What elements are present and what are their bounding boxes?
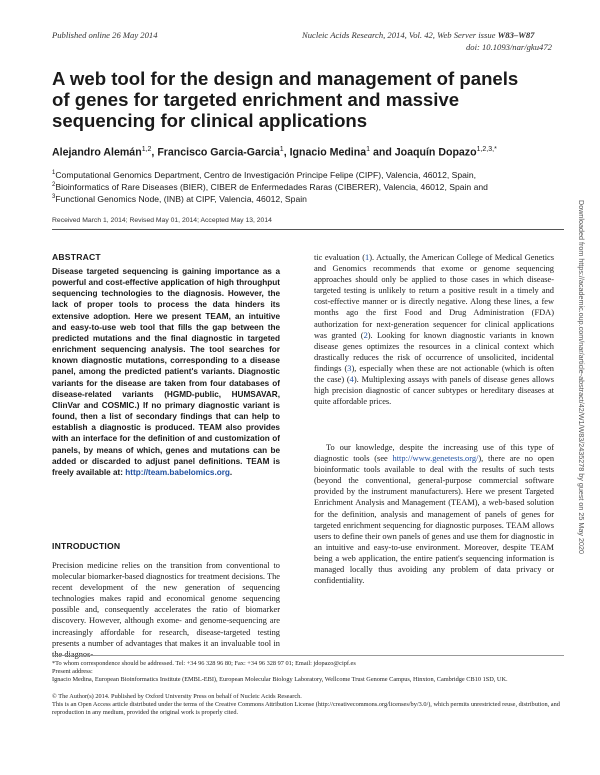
reference-link[interactable]: 3 (347, 363, 352, 373)
author-affiliation-marker: 1,2 (141, 146, 152, 153)
body-paragraph (314, 442, 554, 586)
download-watermark-text: Downloaded from https://academic.oup.com/nar/article-abstract/42/W1/W83/2435278 by guest on 25 May 2020 (577, 200, 586, 554)
paragraph-text: tic evaluation ( (314, 253, 366, 262)
author-name: Joaquín Dopazo (394, 146, 477, 159)
affiliation (52, 192, 562, 205)
reference-link[interactable]: 1 (365, 253, 370, 262)
affiliation (52, 168, 562, 181)
author-list (52, 143, 552, 160)
introduction-paragraph: Precision medicine relies on the transition from conventional to molecular biomarker-based diagnostics for treatment decisions. The recent development of the new generation of sequencing technologies makes rapid and economical genome sequencing possible and, consequently accelerates the ratio of biomarker discovery. However, although exome- and genome-sequencing are increasingly affordable for research, disease-targeted testing presents a number of advantages that makes it an invaluable tool in the diagnos- (52, 561, 280, 659)
journal-name: Nucleic Acids Research, 2014, Vol. 42, Web Server issue (302, 30, 496, 40)
team-url-link[interactable]: http://team.babelomics.org (125, 467, 230, 477)
affiliation-marker: 2 (52, 182, 56, 188)
abstract-body: Disease targeted sequencing is gaining importance as a powerful and cost-effective application of high throughput sequencing technologies to the diagnosis. However, the lack of proper tools to process the data hinders its extensive adoption. Here we present TEAM, an intuitive and easy-to-use web tool that fills the gap between the predicted mutations and the final diagnostic in targeted enrichment sequencing analysis. The tool searches for known diagnostic mutations, corresponding to a disease panel, among the predicted patient's variants. Diagnostic variants for the disease are taken from four databases of disease-related variants (HGMD-public, HUMSAVAR, ClinVar and COSMIC.) If no primary diagnostic variant is found, then a list of secondary findings that can help to establish a diagnostic is produced. TEAM also provides with an interface for the definition of and customization of panels, by means of which, genes and mutations can be added or discarded to adjust panel definitions. TEAM is freely available at: (52, 267, 280, 477)
journal-citation (302, 30, 534, 40)
article-title: A web tool for the design and management of panels of genes for targeted enrichment and massive sequencing for clinical applications (52, 68, 519, 131)
paragraph-text: ). Looking for known diagnostic variants in known disease genes optimizes the resources in a clinical context which drastically reduces the risk of occurrence of unsolicited, incidental findings ( (314, 330, 554, 373)
genetests-url-link[interactable]: http://www.genetests.org/ (392, 454, 479, 464)
paragraph-text: ), especially when these are not actionable (which is often the case) ( (314, 363, 554, 385)
present-address: Ignacio Medina, European Bioinformatics Institute (EMBL-EBI), European Molecular Biology Laboratory, Wellcome Trust Genome Campus, Hinxton, Cambridge CB10 1SD, UK. (52, 676, 508, 684)
page-range: W83–W87 (497, 30, 535, 40)
affiliation (52, 180, 562, 193)
present-address-label: Present address: (52, 668, 93, 676)
download-watermark (577, 200, 587, 600)
author-separator: , (151, 146, 158, 159)
paragraph-text: To our knowledge, despite the increasing use of this type of diagnostic tools (see (314, 443, 554, 464)
affiliation-marker: 1 (52, 170, 56, 176)
author-affiliation-marker: 1 (279, 146, 284, 153)
affiliation-text: Functional Genomics Node, (INB) at CIPF, Valencia, 46012, Spain (55, 193, 307, 204)
license-notice: This is an Open Access article distributed under the terms of the Creative Commons Attribution License (http://creativecommons.org/licenses/by/3.0/), which permits unrestricted reuse, distribution, and reproduction in any medium, provided the original work is properly cited. (52, 701, 560, 717)
footnote-spacer (52, 684, 564, 693)
paragraph-text: ). Actually, the American College of Medical Genetics and Genomics recommends that exome or genome sequencing approaches should only be applied to those cases in which disease-targeted testing is unlikely to return a positive result in a timely and cost-effective manner or is directly negative. Along these lines, a few months ago the first Food and Drug Administration (FDA) authorization for next-generation sequencer for clinical applications was granted ( (314, 253, 555, 340)
author-affiliation-marker: 1,2,3,* (476, 146, 497, 153)
received-dates: Received March 1, 2014; Revised May 01, 2014; Accepted May 13, 2014 (52, 217, 272, 224)
reference-link[interactable]: 4 (349, 375, 354, 385)
author-conjunction: and (370, 146, 395, 159)
author-affiliation-marker: 1 (366, 146, 371, 153)
copyright-notice: © The Author(s) 2014. Published by Oxford University Press on behalf of Nucleic Acids Research. (52, 693, 302, 701)
published-date: Published online 26 May 2014 (52, 30, 158, 40)
abstract-end: . (229, 467, 233, 477)
doi: doi: 10.1093/nar/gku472 (466, 42, 552, 52)
author-name: Ignacio Medina (289, 146, 367, 159)
abstract-text (52, 266, 280, 478)
footnote-divider (52, 655, 564, 656)
affiliation-marker: 3 (52, 194, 56, 200)
paragraph-text: ), there are no open bioinformatic tools available to deal with the results of such tests (beyond the conventional, general-purpose commercial software provided by the instrument manufacturers). Here we present Targeted Enrichment Analysis and Management (TEAM), a web-based solution for the definition, analysis and management of panels of genes for targeted enrichment sequencing for diagnostic purposes. TEAM allows users to define their own panels of genes and use them for diagnostic in an intuitive and easy-to-use environment. Moreover, despite TEAM being a web application, the entire patient's sequencing information is managed locally thus avoiding any problem of data privacy or confidentiality. (314, 454, 555, 586)
author-name: Francisco Garcia-Garcia (157, 146, 280, 159)
introduction-heading: INTRODUCTION (52, 541, 121, 551)
abstract-heading: ABSTRACT (52, 252, 101, 262)
header-divider (52, 229, 564, 230)
author-name: Alejandro Alemán (52, 146, 142, 159)
affiliation-text: Computational Genomics Department, Centro de Investigación Principe Felipe (CIPF), Valencia, 46012, Spain, (55, 169, 477, 180)
footnotes (52, 660, 564, 718)
body-paragraph (314, 252, 554, 407)
author-separator: , (283, 146, 290, 159)
affiliation-text: Bioinformatics of Rare Diseases (BIER), CIBER de Enfermedades Raras (CIBERER), Valencia, 46012, Spain and (55, 181, 488, 192)
reference-link[interactable]: 2 (363, 330, 368, 340)
paragraph-text: ). Multiplexing assays with panels of disease genes allows high precision diagnostic of cancer subtypes or hereditary diseases at quite affordable prices. (314, 375, 554, 407)
correspondence-note: *To whom correspondence should be addressed. Tel: +34 96 328 96 80; Fax: +34 96 328 97 01; Email: jdopazo@cipf.es (52, 660, 356, 667)
